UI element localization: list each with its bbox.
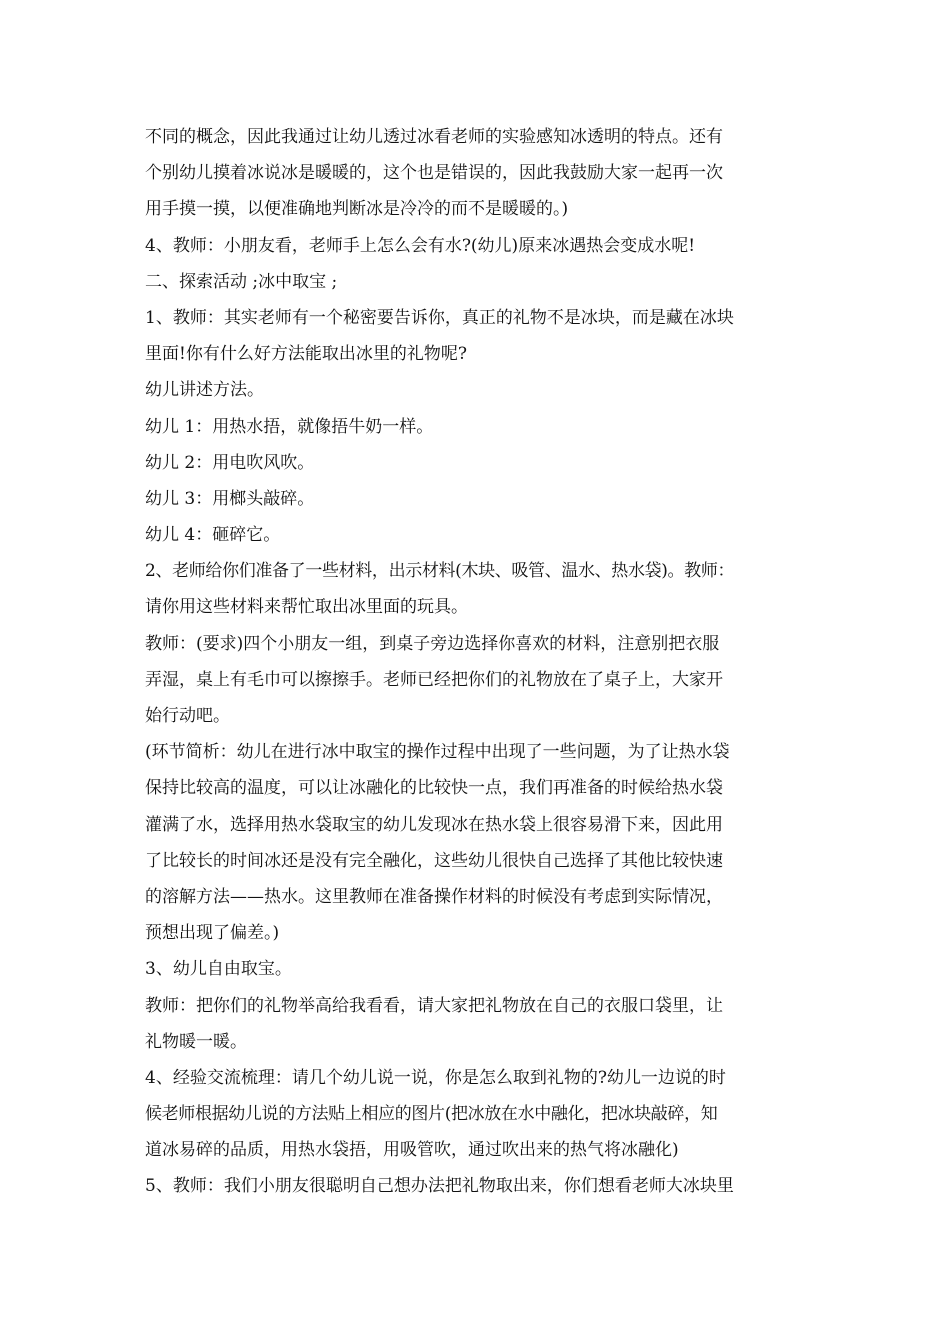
text-line: 弄湿，桌上有毛巾可以擦擦手。老师已经把你们的礼物放在了桌子上，大家开	[145, 669, 723, 690]
text-line: (环节简析：幼儿在进行冰中取宝的操作过程中出现了一些问题，为了让热水袋	[145, 742, 730, 763]
text-line: 里面!你有什么好方法能取出冰里的礼物呢?	[145, 344, 467, 365]
text-line: 4、教师：小朋友看，老师手上怎么会有水?(幼儿)原来冰遇热会变成水呢!	[145, 235, 696, 256]
text-line: 教师：(要求)四个小朋友一组，到桌子旁边选择你喜欢的材料，注意别把衣服	[145, 633, 720, 654]
document-body	[145, 119, 810, 1205]
text-line: 4、经验交流梳理：请几个幼儿说一说，你是怎么取到礼物的?幼儿一边说的时	[145, 1067, 726, 1088]
text-line: 幼儿 1：用热水捂，就像捂牛奶一样。	[145, 416, 434, 437]
text-line: 2、老师给你们准备了一些材料，出示材料(木块、吸管、温水、热水袋)。教师：	[145, 561, 735, 582]
text-line: 幼儿讲述方法。	[145, 380, 264, 401]
text-line: 始行动吧。	[145, 706, 230, 726]
text-line: 的溶解方法——热水。这里教师在准备操作材料的时候没有考虑到实际情况，	[145, 886, 723, 907]
text-line: 教师：把你们的礼物举高给我看看，请大家把礼物放在自己的衣服口袋里，让	[145, 995, 723, 1016]
text-line: 保持比较高的温度，可以让冰融化的比较快一点，我们再准备的时候给热水袋	[145, 778, 723, 799]
text-line: 个别幼儿摸着冰说冰是暖暖的，这个也是错误的，因此我鼓励大家一起再一次	[145, 163, 723, 184]
text-line: 灌满了水，选择用热水袋取宝的幼儿发现冰在热水袋上很容易滑下来，因此用	[145, 814, 723, 835]
text-line: 了比较长的时间冰还是没有完全融化，这些幼儿很快自己选择了其他比较快速	[145, 850, 723, 871]
text-line: 候老师根据幼儿说的方法贴上相应的图片(把冰放在水中融化，把冰块敲碎，知	[145, 1104, 718, 1125]
text-line: 不同的概念，因此我通过让幼儿透过冰看老师的实验感知冰透明的特点。还有	[145, 127, 723, 147]
text-line: 用手摸一摸，以便准确地判断冰是冷冷的而不是暖暖的。)	[145, 199, 569, 220]
text-line: 3、幼儿自由取宝。	[145, 959, 292, 980]
text-line: 5、教师：我们小朋友很聪明自己想办法把礼物取出来，你们想看老师大冰块里	[145, 1176, 734, 1197]
text-line: 请你用这些材料来帮忙取出冰里面的玩具。	[145, 597, 468, 618]
text-line: 预想出现了偏差。)	[145, 923, 280, 944]
text-line: 道冰易碎的品质，用热水袋捂，用吸管吹，通过吹出来的热气将冰融化)	[145, 1140, 679, 1161]
text-line: 1、教师：其实老师有一个秘密要告诉你，真正的礼物不是冰块，而是藏在冰块	[145, 307, 734, 328]
text-line: 礼物暖一暖。	[145, 1031, 247, 1052]
section-heading: 二、探索活动 ;冰中取宝 ;	[145, 271, 338, 292]
text-line: 幼儿 4：砸碎它。	[145, 525, 281, 546]
text-line: 幼儿 2：用电吹风吹。	[145, 452, 315, 473]
text-line: 幼儿 3：用榔头敲碎。	[145, 488, 315, 509]
